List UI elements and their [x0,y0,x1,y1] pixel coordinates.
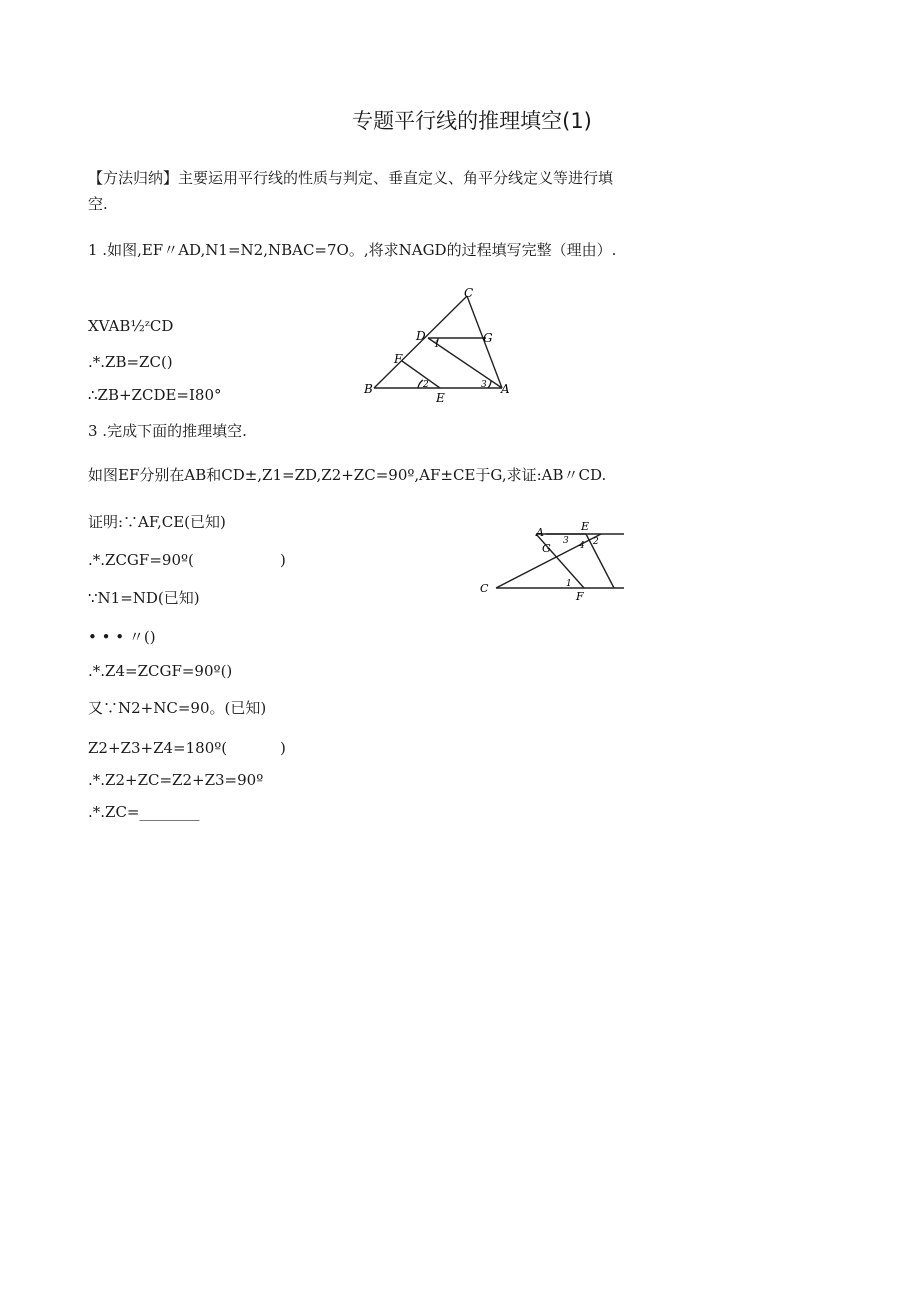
proof-step-4: • • • 〃() [88,628,156,646]
angle-4-label: 4 [579,541,585,551]
angle-1-label: 1 [566,579,572,589]
page-title: 专题平行线的推理填空(1) [352,109,592,133]
q1-step-3: ∴ZB+ZCDE=I80° [88,386,222,404]
angle-1-label: 1 [434,340,440,350]
label-A: A [536,526,544,539]
label-E: E [581,520,590,533]
label-G: G [483,331,493,345]
question-1-prompt: 1 .如图,EF〃AD,N1=N2,NBAC=7O。,将求NAGD的过程填写完整（理由）. [88,241,617,259]
proof-step-5: .*.Z4=ZCGF=90º() [88,662,233,680]
proof-step-3: ∵N1=ND(已知) [88,589,200,607]
q1-step-1: XVAB½ᶻCD [88,317,174,335]
method-summary-line-2: 空. [88,195,108,213]
label-A: A [501,382,510,396]
question-1-figure [360,285,520,405]
angle-3-label: 3 [481,380,487,390]
proof-step-6: 又∵N2+NC=90。(已知) [88,699,267,717]
proof-step-7-close: ) [280,739,286,757]
question-3-prompt: 3 .完成下面的推理填空. [88,422,247,440]
label-E: E [436,391,445,405]
proof-step-8: .*.Z2+ZC=Z2+Z3=90º [88,771,264,789]
q1-step-2: .*.ZB=ZC() [88,353,173,371]
method-summary-line-1: 【方法归纳】主要运用平行线的性质与判定、垂直定义、角平分线定义等进行填 [88,169,614,187]
angle-2-label: 2 [423,380,429,390]
label-C: C [480,582,489,595]
label-C: C [464,286,474,300]
question-3-statement: 如图EF分别在AB和CD±,Z1=ZD,Z2+ZC=90º,AF±CE于G,求证:AB〃CD. [88,466,607,484]
label-B: B [364,382,373,396]
label-F: F [576,590,584,603]
label-G: G [542,542,551,555]
angle-2-label: 2 [593,537,599,547]
proof-step-2-close: ) [280,551,286,569]
label-D: D [416,329,426,343]
label-F: F [394,352,403,366]
angle-3-label: 3 [563,536,569,546]
proof-step-7: Z2+Z3+Z4=180º( [88,739,228,757]
proof-step-2: .*.ZCGF=90º( [88,551,194,569]
question-3-figure [476,518,636,603]
proof-step-9-answer-blank: .*.ZC=________ [88,803,200,821]
proof-step-1: 证明:∵AF,CE(已知) [88,513,226,531]
